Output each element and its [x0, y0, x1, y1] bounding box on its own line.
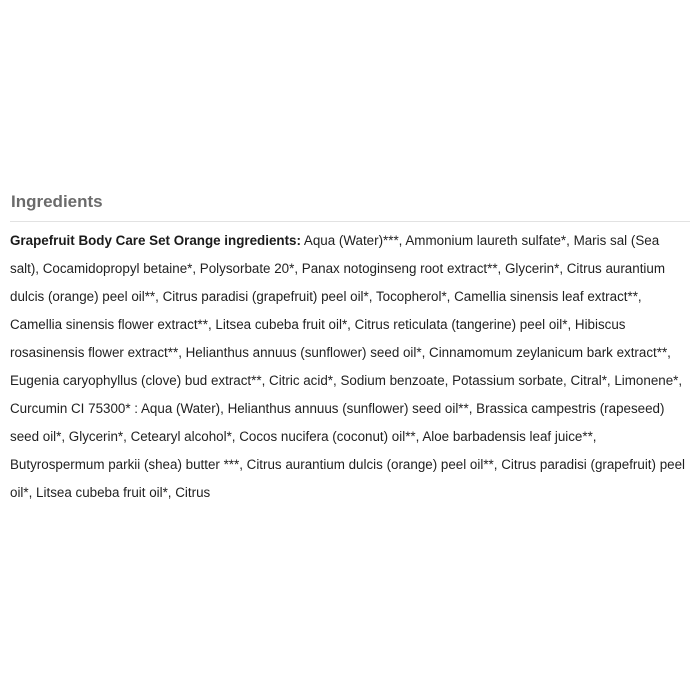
ingredient-list: Aqua (Water)***, Ammonium laureth sulfate*, Maris sal (Sea salt), Cocamidopropyl betaine*, Polysorbate 20*, Panax notoginseng root extract**, Glycerin*, Citrus aurantium dulcis (orange) peel oil**, Citrus paradisi (grapefruit) peel oil*, Tocopherol*, Camellia sinensis leaf extract**, Camellia sinensis flower extract**, Litsea cubeba fruit oil*, Citrus reticulata (tangerine) peel oil*, Hibiscus rosasinensis flower extract**, Helianthus annuus (sunflower) seed oil*, Cinnamomum zeylanicum bark extract**, Eugenia caryophyllus (clove) bud extract**, Citric acid*, Sodium benzoate, Potassium sorbate, Citral*, Limonene*, Curcumin CI 75300* : Aqua (Water), Helianthus annuus (sunflower) seed oil**, Brassica campestris (rapeseed) seed oil*, Glycerin*, Cetearyl alcohol*, Cocos nucifera (coconut) oil**, Aloe barbadensis leaf juice**, Butyrospermum parkii (shea) butter ***, Citrus aurantium dulcis (orange) peel oil**, Citrus paradisi (grapefruit) peel oil*, Litsea cubeba fruit oil*, Citrus	[10, 233, 686, 500]
heading-divider	[10, 221, 690, 222]
ingredients-section	[10, 190, 690, 507]
product-label: Grapefruit Body Care Set Orange ingredients:	[10, 233, 301, 248]
section-heading: Ingredients	[11, 192, 103, 211]
ingredients-paragraph	[10, 227, 686, 507]
